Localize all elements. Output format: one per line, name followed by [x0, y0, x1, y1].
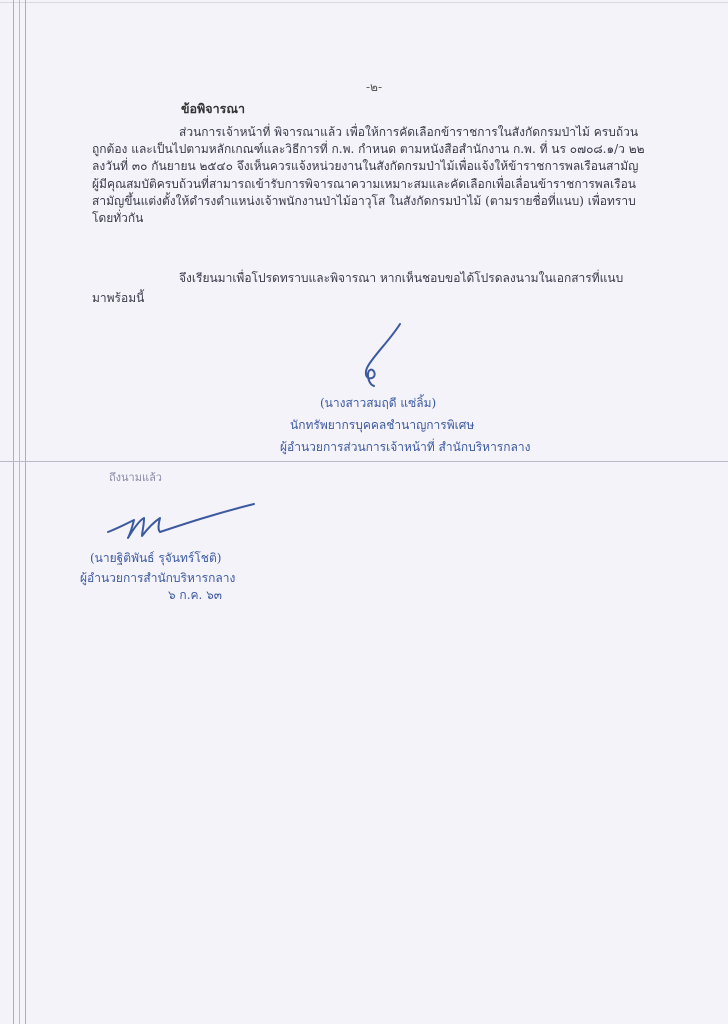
acknowledgement-label: ถึงนามแล้ว	[109, 471, 162, 484]
signatory-1-department: ผู้อำนวยการส่วนการเจ้าหน้าที่ สำนักบริหารกลาง	[280, 440, 531, 454]
paragraph-line: ลงวันที่ ๓๐ กันยายน ๒๕๔๐ จึงเห็นควรแจ้งหน่วยงานในสังกัดกรมป่าไม้เพื่อแจ้งให้ข้าราชการพลเรือนสามัญ	[92, 159, 639, 174]
signatory-2-name: (นายฐิติพันธ์ รุจันทร์โชติ)	[90, 551, 222, 565]
closing-paragraph	[92, 268, 623, 308]
margin-line	[13, 0, 14, 1024]
signature-date: ๖ ก.ค. ๖๓	[168, 588, 222, 602]
margin-line	[25, 0, 26, 1024]
paragraph-line: ถูกต้อง และเป็นไปตามหลักเกณฑ์และวิธีการที่ ก.พ. กำหนด ตามหนังสือสำนักงาน ก.พ. ที่ นร ๐๗๐๘.๑/ว ๒๒	[92, 142, 645, 157]
signatory-2-position: ผู้อำนวยการสำนักบริหารกลาง	[80, 571, 236, 585]
paragraph-line: มาพร้อมนี้	[92, 291, 145, 305]
paragraph-line: ส่วนการเจ้าหน้าที่ พิจารณาแล้ว เพื่อให้การคัดเลือกข้าราชการในสังกัดกรมป่าไม้ ครบถ้วน	[179, 125, 639, 139]
margin-line	[19, 0, 20, 1024]
signature-2-icon	[104, 496, 264, 546]
paragraph-line: ผู้มีคุณสมบัติครบถ้วนที่สามารถเข้ารับการพิจารณาความเหมาะสมและคัดเลือกเพื่อเลื่อนข้าราชการพลเรือน	[92, 176, 636, 191]
fold-line	[0, 461, 728, 462]
signatory-1-position: นักทรัพยากรบุคคลชำนาญการพิเศษ	[290, 418, 475, 432]
signature-1-icon	[330, 320, 430, 390]
paragraph-line: โดยทั่วกัน	[92, 211, 144, 226]
section-heading: ข้อพิจารณา	[181, 101, 245, 116]
consideration-paragraph	[92, 124, 654, 227]
signatory-1-name: (นางสาวสมฤดี แซ่ลิ้ม)	[320, 396, 437, 410]
paragraph-line: จึงเรียนมาเพื่อโปรดทราบและพิจารณา หากเห็นชอบขอได้โปรดลงนามในเอกสารที่แนบ	[179, 271, 624, 285]
page-number: -๒-	[366, 80, 383, 94]
page-top-edge	[0, 2, 728, 3]
paragraph-line: สามัญขึ้นแต่งตั้งให้ดำรงตำแหน่งเจ้าพนักงานป่าไม้อาวุโส ในสังกัดกรมป่าไม้ (ตามรายชื่อที่แนบ) เพื่อทราบ	[92, 193, 636, 208]
